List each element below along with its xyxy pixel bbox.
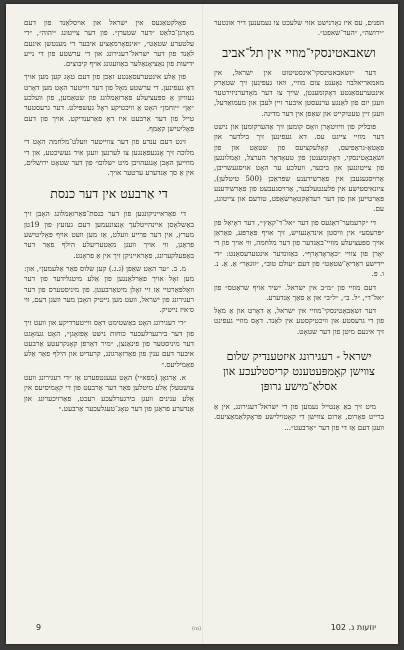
page-fold xyxy=(202,4,203,644)
publication-issue: יוזעות נ. 102 xyxy=(330,623,376,632)
museum-heading: ושאבאטינסקי־מוזיי אין תל־אביב xyxy=(222,44,376,60)
museum-paragraph: דעם מוזיי פון ״מ״ב אין ישראל. ״שיר אויף שראַטס״ פון ״אל־ד״, ״ל. ב״, ״ל״ב״ און אַ סאַך אַנדערע. xyxy=(214,282,384,302)
knesset-paragraph: א. אַרגאָן (מפא״י) האָט געענטפערט אַז ״די רעגירונג וועט צושטעלן אַלע מיטלען פאַר דער אַרבעט פון די קאָמיסיעס אין אַלע ענינים וועגן בירגערלעכע רעכט, פאַרזיכערונג און אַנדערע פראַגן פון דער טאָג־טעגלעכער אַרבעט.״ xyxy=(24,372,194,413)
intro-paragraph: הפנים, עס איז נאָרנישט אזוי שלעכט צו נעמענען דיר אונטער ״ירושה״, ״הער־שאפט״. xyxy=(214,18,384,38)
government-paragraph: מיט זיך באַ אָנטייל נעמען פון די ישראל־רעגירונג, אין אַ ברייט פאָרום, אַרום צווישן די קאָטוילישע פּראָקלאַמאַציעס. וועגן דעם אַז די פון דער ״אַרבעט״... xyxy=(214,402,384,432)
document-page xyxy=(6,4,398,644)
page-number: 9 xyxy=(36,623,42,632)
knesset-heading: די אַרבעט אין דער כנסת xyxy=(50,186,168,202)
government-section xyxy=(214,349,384,433)
museum-paragraph: דער זשאַבאָטינסקי־מוזיי אין ישראל, אַ דאָרט און אַ מאָל פון די גרעסטע און וויכטיקסטע אין לאַנד. דאָס מוזיי געפינט זיך אינעם מיטן פון דער שטאָט. xyxy=(214,306,384,336)
print-mark: (מז) xyxy=(192,626,202,632)
knesset-paragraph: די פאַראייניקונגען פון דער כנסת־פאַרזאַמלונג האָבן זיך באַשלאָסן איינהייטלעך אָנצונעמען דעם געזעץ פון 19טן מערץ, אין דער פרייע וועלט, אַז מען וועט אויף פּאָליטישע פראַגן, ווי אויך וועגן מאַטעריעלע הילף פאַר דער באַפעלקערונג, פאַראייניקן זיך אין אַ פראָנט. xyxy=(24,209,194,260)
museum-section xyxy=(214,45,384,337)
right-column xyxy=(214,18,384,436)
continuation-paragraph: פון אַלע אינטערעסאַנטע זאַכן פון דעם טאָג קען מען אויך דאָ געפינען. די ערשטע מאָל פון דער ווייטער האָט מען דאָרט געוויזן אַ ספּעציעלע פאַרזאַמלונג פון שטאַמען, פון וועלכע ״אַן״ ״יוחמן״ האָט אַ וויכטיקע ראָל געשפּילט. דער גרעסטער טייל פון דער אַרבעט איז דאָ פאַרענדיקט. אויך פון דעם פּאָליטישן קאַמף. xyxy=(24,72,194,133)
museum-paragraph: פּובליק פון וויזיטאָרן וואָס קומען זיך אַהערקומען און נישט דער מוזיי צייגט עס. דא געפינען זיך בילדער און פאָטאָ-גראַפיעס, קאָלעקציעס פון שטאַט און פון זשאַבאָטינסקי, דאָקומענטן פון טעאָדאָר הערצל, זאַמלונגען פון צייטונגען און ביכער, וועלכע ער האָט אויסגעשריבן, אַרויסגעגעבן אין פאַרשידענע שפּראַכן (500 טיטלען), ציונאיסטישע אין פּלענטעלבער, אַרויסגעבעט פון פאַרשידענע פּאַרטייען און פון דער רעדאַקטאָרשאַפט, טורעם און צייטונג, עם. xyxy=(214,122,384,214)
knesset-paragraph: ״די רעגירונג האָט באַשטימט דאָס ווייטערדיקע און וועט זיך פון דער בירגערלעכער כוחות נישט אָפּזאָגן״, האָט געזאָגט דער מיניסטער פון פינאַנצן, ״מיר דאַרפן קאָנקרעטע אַרבעט איבער דעם ענין פון פאַרזאָרגונג, קרעדיט און הילף פאַר אַלע פאַמיליעס.״ xyxy=(24,318,194,369)
museum-paragraph: די ״קרעמער־ראַגעס פון דער ״אל־ד־קאַץ׳״, דער ראָיאַל פון ״פּרעסע״ אין וויסטן אינדאָנעזיש, זיך אויף פּאַרפּע, פאַראַן אויך ספּעציעלע מוזיי־באַנדער פון דער מלחמה, ווי אויך פון די יאָרן פון צוויי ״כאָראָדאָרף״. באַזונדער אינטערעסאַנט: ״די יידישע ראַדיאָ־שטאַט״ פון דעם ״עולם טוב״, ״זוגאַר״ אַ. אַ. נ. ו. פּ. xyxy=(214,217,384,279)
continuation-section xyxy=(24,18,194,178)
knesset-section xyxy=(24,186,194,414)
museum-paragraph: דער ״זשאבאטינסקי־אינסטיטוט אין ישראל, אין מאמאריאלבוי נאָענט צום מוזיי, וואו געפינען זיך שטאַרק אינטערעסאַנטע דאָקומענטן, שייך צו דער מאָדערניזירטער וועגן יום פון לאַנגע ערנעסטן איבער זיין לעבן און מעמואַרעל, וועגן זיין טעטיקייט און שאַפן אין דער מדינה. xyxy=(214,67,384,118)
continuation-paragraph: זינט דעם ענדע פון דער צווייטער וועלט־מלחמה האָט די מלוכה זיך אָנגעפאַנגען צו לערנען וועגן איר געשיכטע, און די מוזייען האָבן אָנגעהויבן מיט ״שלום״ פון דער שטאָט ירושלים, אין אַ סך אַנדערע ערטער אויך. xyxy=(24,137,194,178)
knesset-paragraph: מ. ב. ״ער האָט שאַפן (ג.ג.) קען שלוס פאַר אַלעמען״, און: מען זאָל אויך פאַרלאַנגען פון אַלע מיטגלידער פון דער וואַלפּאַרטיי אַז זיי זאָלן מיטאַרבעטן. פון מיניסטערס פון דער רעגירונג פון ישראל, וועט מען נייטיק האָבן מער וועגן דעם, ווי ס׳איז נייטיק. xyxy=(24,263,194,315)
continuation-paragraph: פאָלקטאַגעס אין ישראל און אויסלאַנד פון דעם מאָרגן־בלאַט ״דער שטערן״. פון דער צייטונג ״יהוה״, ״די עלטערע שטאַט״, ״אינפאָרמאַציע איבער די מענטשן אינעם לאַנד פון דער ישראל־רעגירונג און די ערשטע פון די נייע ידיעות פון נאַציאָנאַלער באַוועגונג אויף קיבוצים. xyxy=(24,18,194,69)
government-heading: ישראל - רעגירונג איזטענדיק שלום צווישן קאָמפּעטענט קריסטלעכע און אסלאַ־מישע גרופּן xyxy=(223,350,375,394)
left-column xyxy=(24,18,194,417)
